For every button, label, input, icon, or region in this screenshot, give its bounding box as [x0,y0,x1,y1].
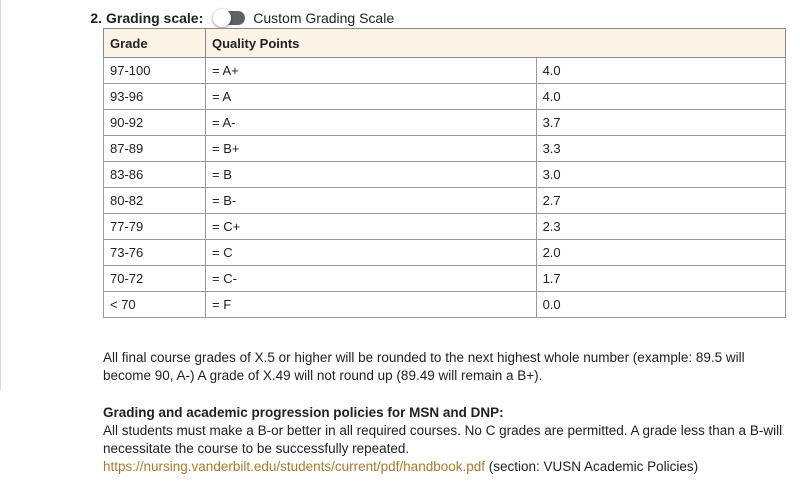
quality-points-cell: 2.7 [536,188,785,214]
grading-scale-table [103,28,786,318]
policy-title: Grading and academic progression policies for MSN and DNP: [103,405,504,420]
letter-grade-cell: = C- [206,266,537,292]
grade-range-cell: 93-96 [104,84,206,110]
table-row [104,110,786,136]
quality-points-cell: 0.0 [536,292,785,318]
letter-grade-cell: = A- [206,110,537,136]
header-grade: Grade [104,29,206,58]
quality-points-cell: 3.3 [536,136,785,162]
table-row [104,266,786,292]
grade-range-cell: 77-79 [104,214,206,240]
header-quality-points: Quality Points [206,29,786,58]
grade-range-cell: < 70 [104,292,206,318]
table-row [104,84,786,110]
custom-grading-scale-toggle[interactable] [215,11,245,25]
policy-link-line [103,458,793,476]
quality-points-cell: 4.0 [536,84,785,110]
grade-range-cell: 97-100 [104,58,206,84]
letter-grade-cell: = B+ [206,136,537,162]
quality-points-cell: 3.0 [536,162,785,188]
toggle-knob [213,9,231,27]
handbook-link[interactable]: https://nursing.vanderbilt.edu/students/current/pdf/handbook.pdf [103,459,486,474]
grade-range-cell: 87-89 [104,136,206,162]
grade-range-cell: 80-82 [104,188,206,214]
quality-points-cell: 3.7 [536,110,785,136]
letter-grade-cell: = B- [206,188,537,214]
section-number: 2. [90,10,102,26]
table-header-row [104,29,786,58]
table-row [104,292,786,318]
grade-range-cell: 90-92 [104,110,206,136]
letter-grade-cell: = F [206,292,537,318]
grading-scale-heading [84,8,394,28]
grading-scale-label: Grading scale: [106,10,204,26]
table-row [104,214,786,240]
table-row [104,58,786,84]
table-row [104,240,786,266]
grade-range-cell: 83-86 [104,162,206,188]
custom-grading-scale-label[interactable]: Custom Grading Scale [253,10,395,26]
policy-section [103,404,793,476]
grade-range-cell: 73-76 [104,240,206,266]
quality-points-cell: 2.3 [536,214,785,240]
letter-grade-cell: = C [206,240,537,266]
table-body [104,58,786,318]
policy-link-suffix: (section: VUSN Academic Policies) [485,459,699,474]
table-row [104,162,786,188]
letter-grade-cell: = C+ [206,214,537,240]
quality-points-cell: 2.0 [536,240,785,266]
policy-body: All students must make a B-or better in all required courses. No C grades are permitted. A grade less than a B-will necessitate the course to be successfully repeated. [103,423,783,456]
quality-points-cell: 4.0 [536,58,785,84]
letter-grade-cell: = A+ [206,58,537,84]
left-border [0,0,1,390]
quality-points-cell: 1.7 [536,266,785,292]
letter-grade-cell: = A [206,84,537,110]
letter-grade-cell: = B [206,162,537,188]
table-row [104,188,786,214]
rounding-note: All final course grades of X.5 or higher will be rounded to the next highest whole number (example: 89.5 will become 90, A-) A grade of X.49 will not round up (89.49 will remain a B+). [103,350,745,383]
grade-range-cell: 70-72 [104,266,206,292]
table-row [104,136,786,162]
